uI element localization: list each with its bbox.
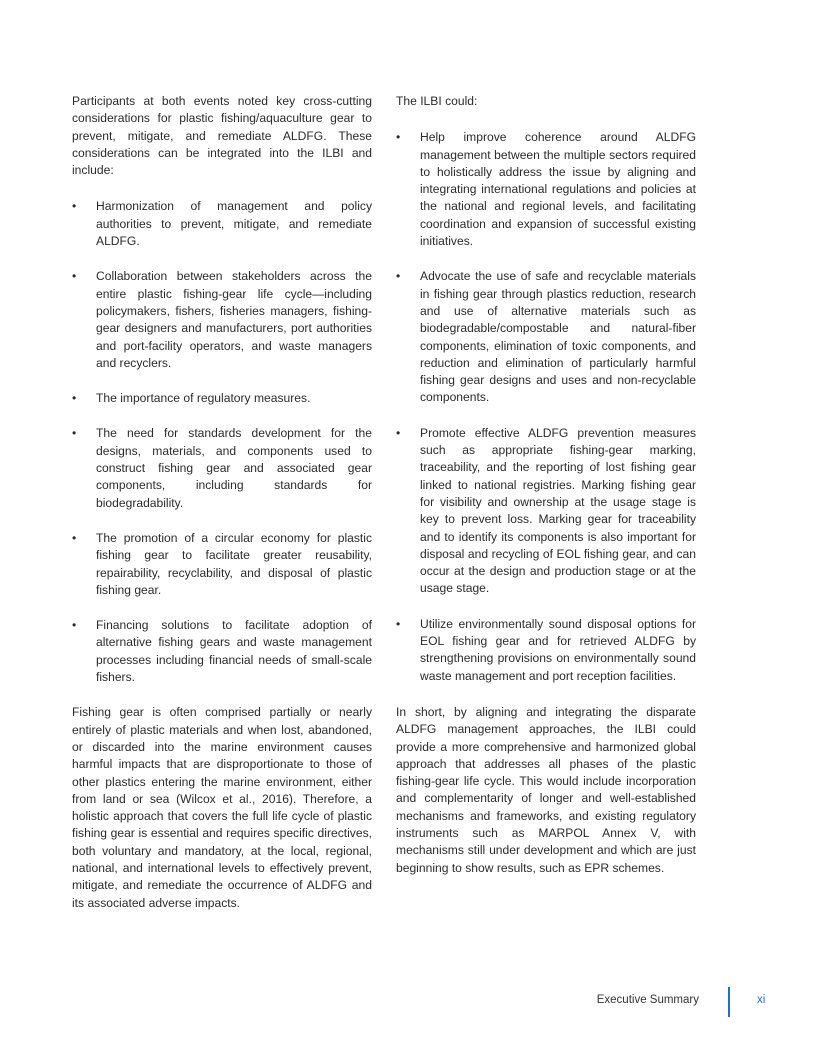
bullet-icon: • (72, 530, 77, 545)
footer-divider (728, 987, 730, 1017)
list-item: • Promote effective ALDFG prevention measures such as appropriate fishing-gear marking, traceability, and the reporting of lost fishing gear linked to national registries. Marking fishing gear for visibility and ownership at the usage stage is key to prevent loss. Marking gear for traceability and to identify its components is also important for disposal and recycling of EOL fishing gear, and can occur at the design and production stage or at the usage stage. (396, 425, 696, 596)
bullet-icon: • (396, 130, 401, 145)
list-item: • The need for standards development for the designs, materials, and components used to construct fishing gear and associated gear components, including standards for biodegradability. (72, 426, 372, 510)
right-closing-paragraph: In short, by aligning and integrating the disparate ALDFG management approaches, the ILBI could provide a more comprehensive and harmonized global approach that addresses all phases of the plastic fishing-gear life cycle. This would include incorporation and complementarity of longer and well-established mechanisms and frameworks, and existing regulatory instruments such as MARPOL Annex V, with mechanisms still under development and which are just beginning to show results, such as EPR schemes. (396, 704, 696, 875)
list-item: • Help improve coherence around ALDFG management between the multiple sectors required to holistically address the issue by aligning and integrating international regulations and policies at the national and regional levels, and facilitating coordination and expansion of successful existing initiatives. (396, 130, 696, 249)
right-column (396, 93, 696, 877)
list-item: • Collaboration between stakeholders across the entire plastic fishing-gear life cycle—including policymakers, fishers, fisheries managers, fishing-gear designers and manufacturers, port authorities and port-facility operators, and waste managers and recyclers. (72, 269, 372, 370)
bullet-icon: • (72, 269, 77, 284)
left-intro-paragraph: Participants at both events noted key cross-cutting considerations for plastic fishing/aquaculture gear to prevent, mitigate, and remediate ALDFG. These considerations can be integrated into the ILBI and include: (72, 94, 372, 178)
right-intro-paragraph: The ILBI could: (396, 94, 478, 108)
bullet-icon: • (72, 391, 77, 406)
left-column (72, 93, 372, 912)
right-bullet-list (396, 129, 696, 685)
list-item: • Harmonization of management and policy authorities to prevent, mitigate, and remediate ALDFG. (72, 199, 372, 249)
left-closing-paragraph: Fishing gear is often comprised partially or nearly entirely of plastic materials and when lost, abandoned, or discarded into the marine environment causes harmful impacts that are disproportionate to those of other plastics entering the marine environment, either from land or sea (Wilcox et al., 2016). Therefore, a holistic approach that covers the full life cycle of plastic fishing gear is essential and requires specific directives, both voluntary and mandatory, at the local, regional, national, and international levels to effectively prevent, mitigate, and remediate the occurrence of ALDFG and its associated adverse impacts. (72, 705, 372, 910)
bullet-icon: • (72, 618, 77, 633)
footer-section-title: Executive Summary (596, 994, 699, 1006)
bullet-icon: • (396, 269, 401, 284)
list-item: • The importance of regulatory measures. (72, 390, 372, 407)
bullet-icon: • (72, 426, 77, 441)
list-item: • Advocate the use of safe and recyclable materials in fishing gear through plastics reduction, research and use of alternative materials such as biodegradable/compostable and natural-fiber components, elimination of toxic components, and reduction and elimination of particularly harmful fishing gear designs and uses and non-recyclable components. (396, 269, 696, 405)
bullet-icon: • (72, 199, 77, 214)
list-item: • The promotion of a circular economy for plastic fishing gear to facilitate greater reusability, repairability, recyclability, and disposal of plastic fishing gear. (72, 530, 372, 597)
list-item: • Financing solutions to facilitate adoption of alternative fishing gears and waste management processes including financial needs of small-scale fishers. (72, 618, 372, 685)
bullet-icon: • (396, 425, 401, 440)
list-item: • Utilize environmentally sound disposal options for EOL fishing gear and for retrieved ALDFG by strengthening provisions on environmentally sound waste management and port reception facilities. (396, 616, 696, 683)
left-bullet-list (72, 198, 372, 686)
page-number: xi (757, 994, 766, 1006)
bullet-icon: • (396, 616, 401, 631)
